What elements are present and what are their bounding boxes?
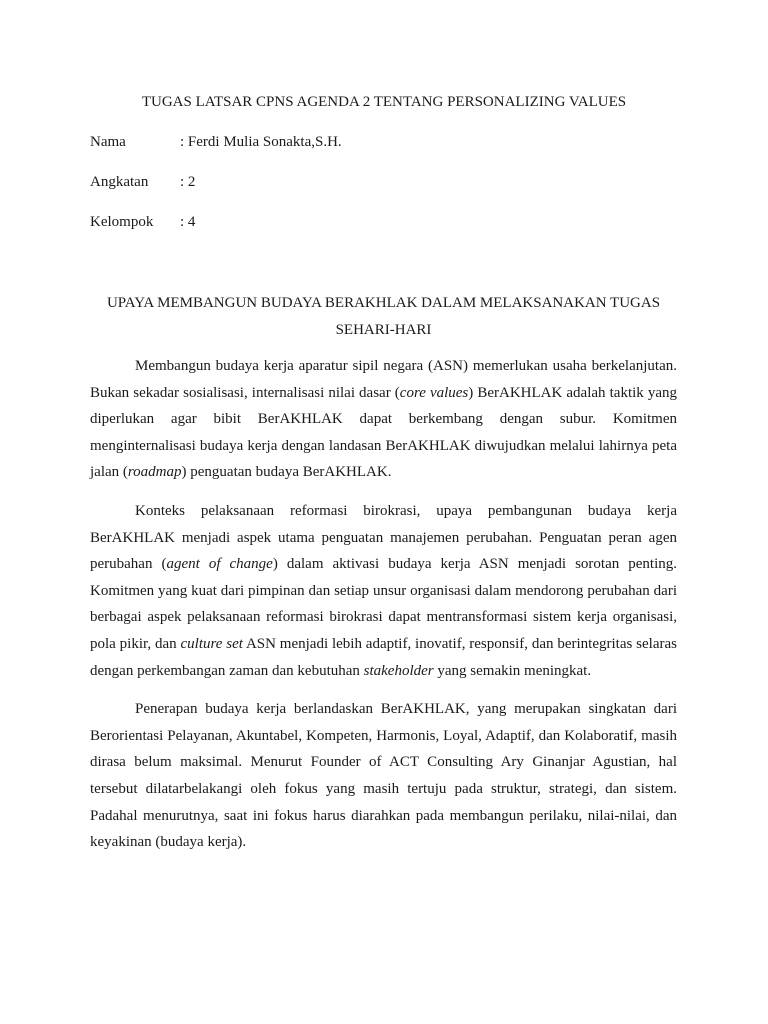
field-label: Kelompok — [90, 214, 154, 230]
italic-term: core values — [399, 384, 469, 401]
document-body — [90, 353, 677, 868]
italic-term: roadmap — [127, 464, 182, 481]
text-run: ) BerAKHLAK adalah taktik yang diperlukan agar bibit BerAKHLAK dapat berkembang dengan subur. Komitmen menginternalisasi budaya kerja dengan landasan BerAKHLAK diwujudkan melalui lahirnya peta jalan ( — [90, 384, 678, 481]
text-run: ) penguatan budaya BerAKHLAK. — [181, 464, 392, 481]
text-run: yang semakin meningkat. — [433, 662, 592, 679]
paragraph-2 — [90, 498, 677, 684]
field-label: Angkatan — [90, 174, 149, 190]
section-heading: UPAYA MEMBANGUN BUDAYA BERAKHLAK DALAM MELAKSANAKAN TUGAS SEHARI-HARI — [106, 295, 661, 338]
italic-term: culture set — [180, 635, 243, 652]
field-value: : 4 — [180, 214, 196, 230]
field-value: : Ferdi Mulia Sonakta,S.H. — [180, 134, 342, 150]
paragraph-3 — [90, 696, 677, 856]
document-title: TUGAS LATSAR CPNS AGENDA 2 TENTANG PERSONALIZING VALUES — [141, 94, 627, 110]
italic-term: agent of change — [166, 556, 273, 573]
text-run: Konteks pelaksanaan reformasi birokrasi, upaya pembangunan budaya kerja BerAKHLAK menjadi aspek utama penguatan manajemen perubahan. Penguatan peran agen perubahan ( — [90, 502, 677, 573]
field-value: : 2 — [180, 174, 196, 190]
field-label: Nama — [90, 134, 126, 150]
text-run: ) dalam aktivasi budaya kerja ASN menjadi sorotan penting. Komitmen yang kuat dari pimpinan dan setiap unsur organisasi dalam mendorong perubahan dari berbagai aspek pelaksanaan reformasi birokrasi dapat mentransformasi sistem kerja organisasi, pola pikir, dan — [90, 556, 677, 652]
text-run: ASN menjadi lebih adaptif, inovatif, responsif, dan berintegritas selaras dengan perkembangan zaman dan kebutuhan — [90, 635, 677, 679]
text-run: Membangun budaya kerja aparatur sipil negara (ASN) memerlukan usaha berkelanjutan. Bukan sekadar sosialisasi, internalisasi nilai dasar ( — [90, 358, 677, 401]
italic-term: stakeholder — [363, 662, 434, 679]
text-run: Penerapan budaya kerja berlandaskan BerAKHLAK, yang merupakan singkatan dari Berorientasi Pelayanan, Akuntabel, Kompeten, Harmonis, Loyal, Adaptif, dan Kolaboratif, masih dirasa belum maksimal. Menurut Founder of ACT Consulting Ary Ginanjar Agustian, hal tersebut dilatarbelakangi oleh fokus yang masih tertuju pada struktur, strategi, dan sistem. Padahal menurutnya, saat ini fokus harus diarahkan pada membangun perilaku, nilai-nilai, dan keyakinan (budaya kerja). — [90, 701, 677, 851]
paragraph-1 — [90, 353, 677, 486]
